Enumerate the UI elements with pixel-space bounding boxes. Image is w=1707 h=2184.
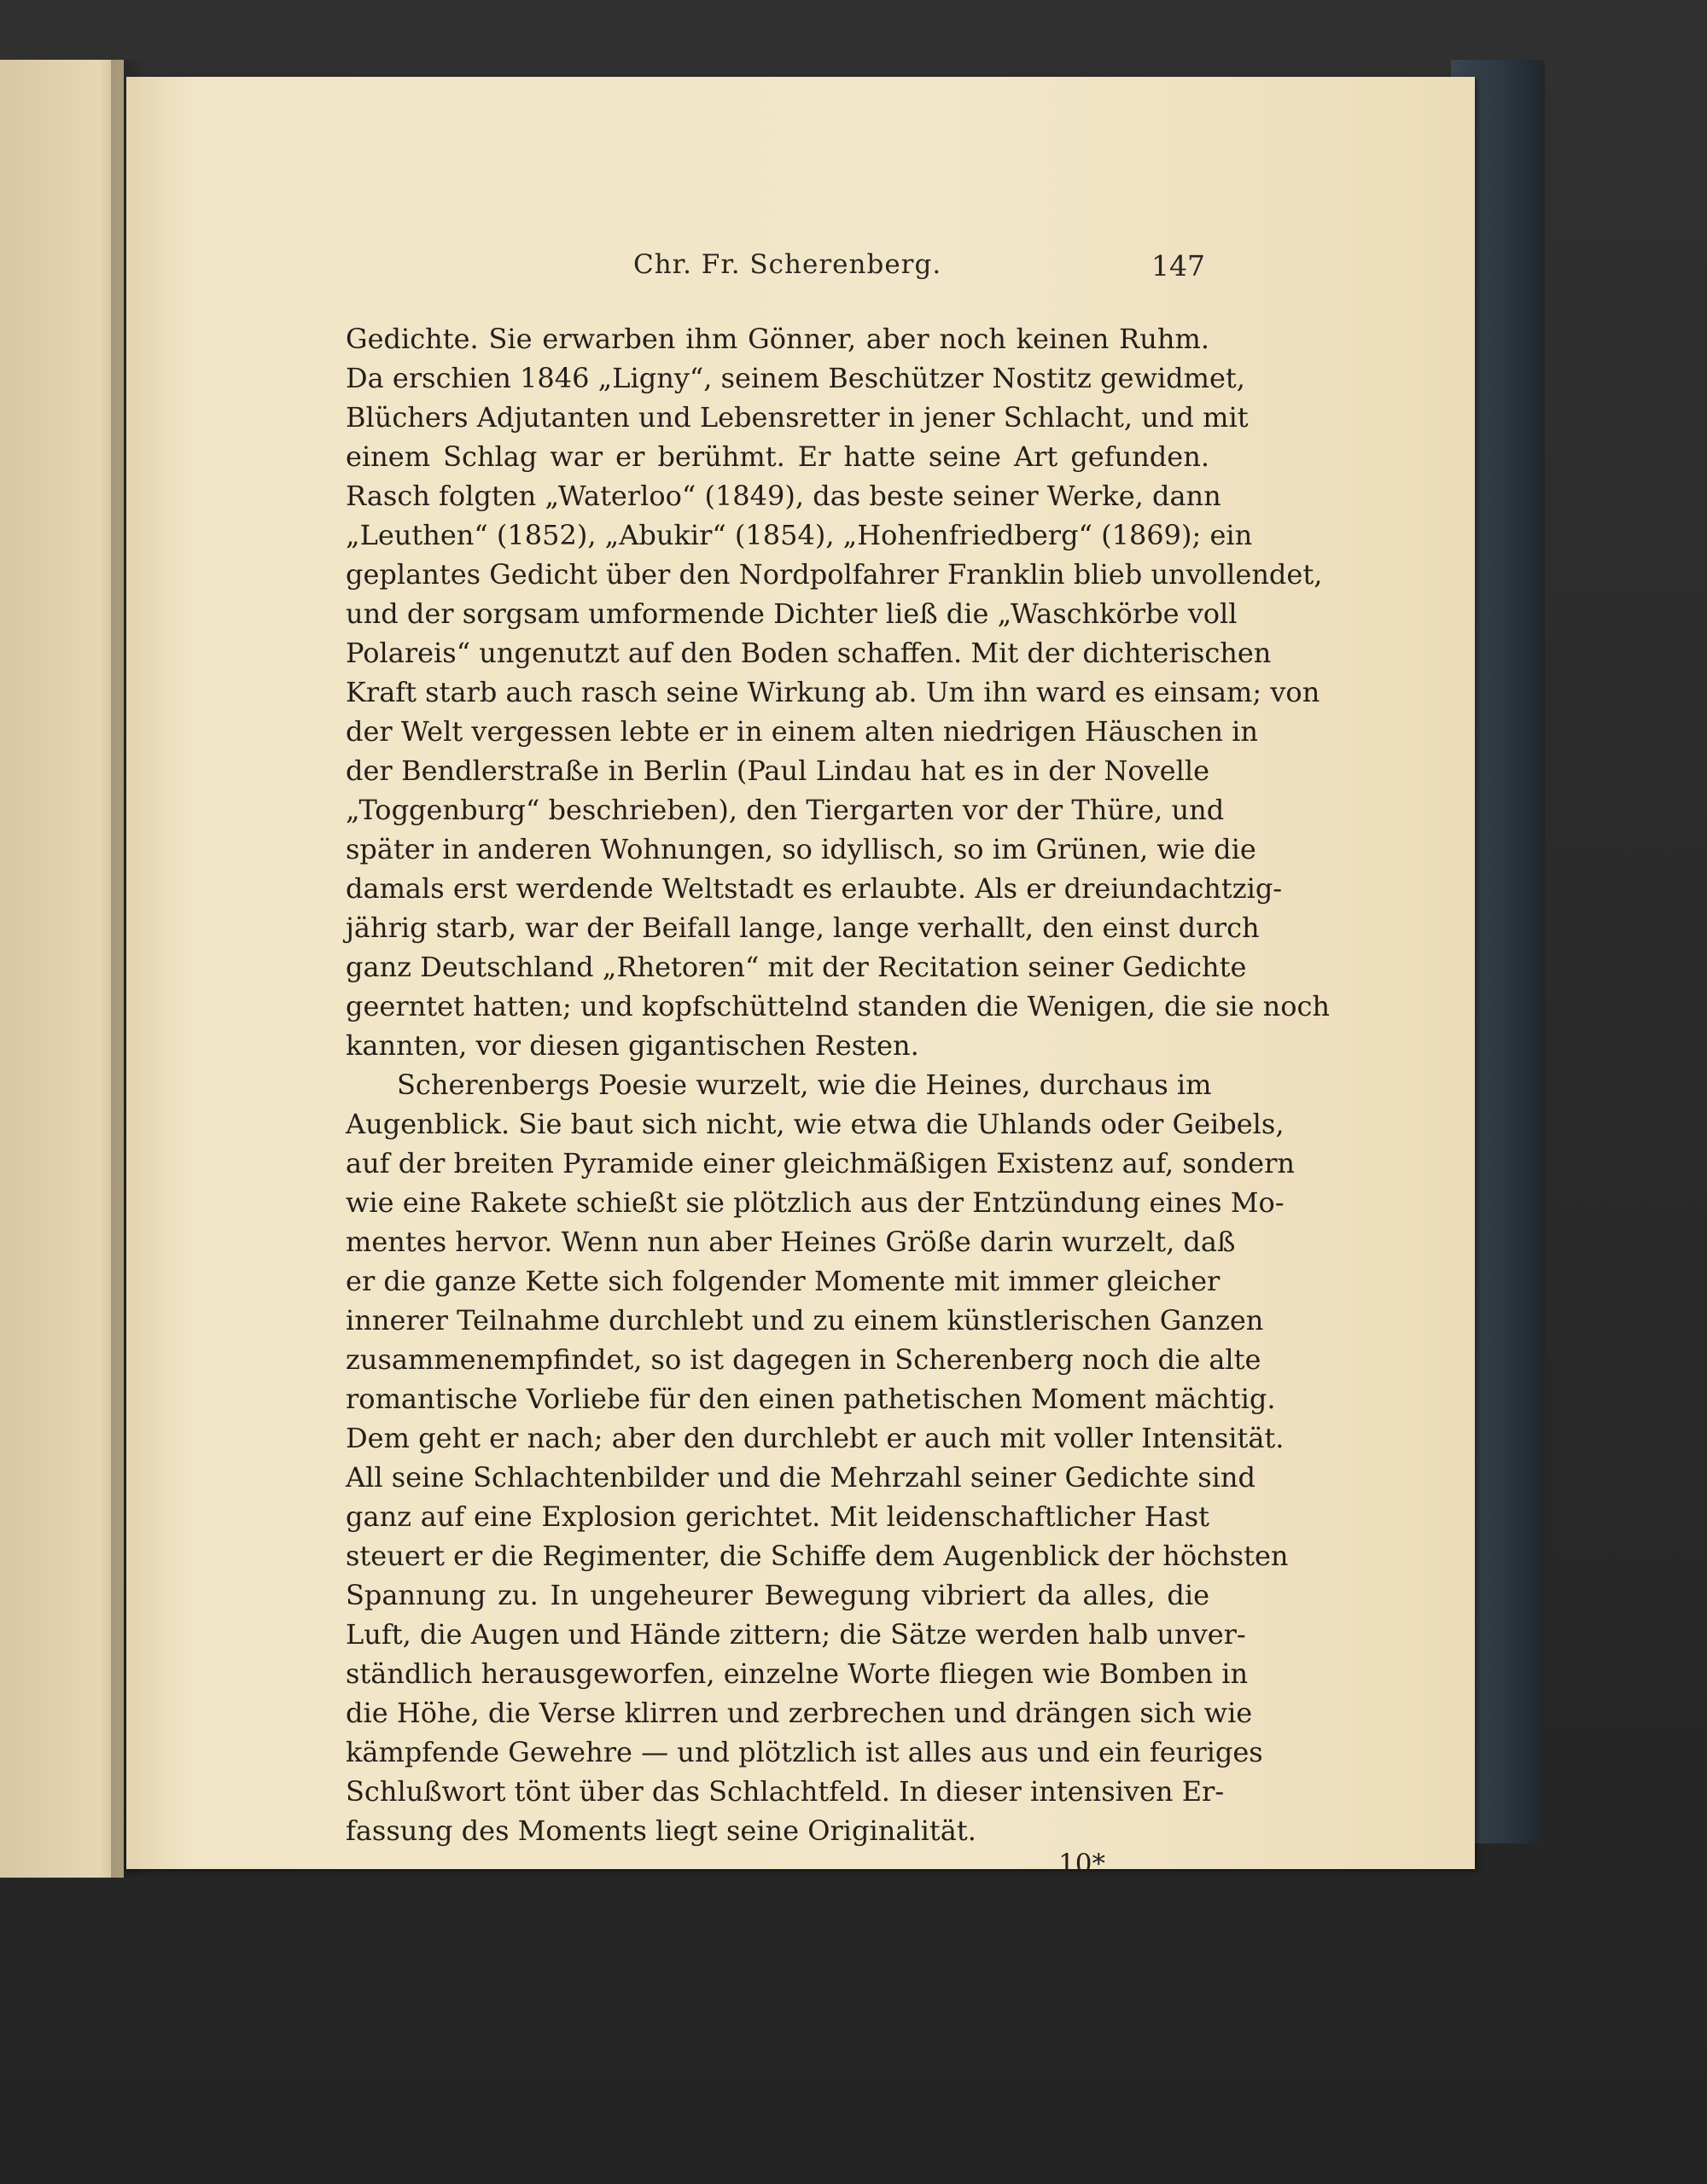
text-line: Rasch folgten „Waterloo“ (1849), das beste seiner Werke, dann (346, 480, 1221, 512)
paragraph (346, 319, 1331, 1065)
text-line: wie eine Rakete schießt sie plötzlich aus der Entzündung eines Mo- (346, 1186, 1285, 1219)
text-line: Polareis“ ungenutzt auf den Boden schaffen. Mit der dichterischen (346, 637, 1272, 669)
text-line: Scherenbergs Poesie wurzelt, wie die Heines, durchaus im (397, 1069, 1212, 1101)
text-line: Blüchers Adjutanten und Lebensretter in jener Schlacht, und mit (346, 401, 1249, 434)
text-line: romantische Vorliebe für den einen pathetischen Moment mächtig. (346, 1383, 1276, 1415)
text-line: Spannung zu. In ungeheurer Bewegung vibriert da alles, die (346, 1579, 1209, 1611)
facing-page-edge (0, 60, 124, 1878)
text-line: er die ganze Kette sich folgender Momente mit immer gleicher (346, 1265, 1221, 1297)
text-line: Dem geht er nach; aber den durchlebt er auch mit voller Intensität. (346, 1422, 1285, 1454)
text-line: der Welt vergessen lebte er in einem alten niedrigen Häuschen in (346, 715, 1258, 748)
running-title: Chr. Fr. Scherenberg. (633, 249, 942, 280)
text-line: die Höhe, die Verse klirren und zerbrechen und drängen sich wie (346, 1697, 1253, 1729)
text-line: mentes hervor. Wenn nun aber Heines Größe darin wurzelt, daß (346, 1226, 1236, 1258)
text-line: zusammenempfindet, so ist dagegen in Scherenberg noch die alte (346, 1343, 1261, 1376)
text-line: der Bendlerstraße in Berlin (Paul Lindau hat es in der Novelle (346, 754, 1209, 787)
text-line: fassung des Moments liegt seine Originalität. (346, 1814, 976, 1847)
text-line: ganz Deutschland „Rhetoren“ mit der Recitation seiner Gedichte (346, 951, 1247, 983)
text-line: ganz auf eine Explosion gerichtet. Mit leidenschaftlicher Hast (346, 1500, 1209, 1533)
paragraph (346, 1065, 1295, 1850)
text-line: kannten, vor diesen gigantischen Resten. (346, 1029, 919, 1062)
text-line: Kraft starb auch rasch seine Wirkung ab. Um ihn ward es einsam; von (346, 676, 1320, 708)
text-line: steuert er die Regimenter, die Schiffe dem Augenblick der höchsten (346, 1540, 1289, 1572)
text-line: und der sorgsam umformende Dichter ließ die „Waschkörbe voll (346, 597, 1238, 630)
text-line: geplantes Gedicht über den Nordpolfahrer Franklin blieb unvollendet, (346, 558, 1323, 591)
text-line: auf der breiten Pyramide einer gleichmäßigen Existenz auf, sondern (346, 1147, 1295, 1179)
text-line: jährig starb, war der Beifall lange, lange verhallt, den einst durch (346, 911, 1260, 944)
text-line: All seine Schlachtenbilder und die Mehrzahl seiner Gedichte sind (346, 1461, 1255, 1494)
text-line: damals erst werdende Weltstadt es erlaubte. Als er dreiundachtzig- (346, 872, 1283, 905)
text-line: geerntet hatten; und kopfschüttelnd standen die Wenigen, die sie noch (346, 990, 1331, 1022)
body-text (346, 319, 1331, 1850)
text-line: „Toggenburg“ beschrieben), den Tiergarten vor der Thüre, und (346, 794, 1225, 826)
running-header (224, 249, 1205, 283)
text-line: ständlich herausgeworfen, einzelne Worte fliegen wie Bomben in (346, 1657, 1249, 1690)
text-line: kämpfende Gewehre — und plötzlich ist alles aus und ein feuriges (346, 1736, 1263, 1768)
text-line: Da erschien 1846 „Ligny“, seinem Beschützer Nostitz gewidmet, (346, 362, 1245, 394)
text-line: Luft, die Augen und Hände zittern; die Sätze werden halb unver- (346, 1618, 1246, 1651)
text-line: später in anderen Wohnungen, so idyllisch, so im Grünen, wie die (346, 833, 1256, 865)
text-line: Schlußwort tönt über das Schlachtfeld. In dieser intensiven Er- (346, 1775, 1225, 1808)
signature-mark: 10* (1058, 1849, 1105, 1879)
text-line: „Leuthen“ (1852), „Abukir“ (1854), „Hohenfriedberg“ (1869); ein (346, 519, 1253, 551)
text-line: Gedichte. Sie erwarben ihm Gönner, aber noch keinen Ruhm. (346, 323, 1209, 355)
page-number: 147 (1151, 249, 1205, 282)
text-line: einem Schlag war er berühmt. Er hatte seine Art gefunden. (346, 440, 1209, 473)
text-line: innerer Teilnahme durchlebt und zu einem künstlerischen Ganzen (346, 1304, 1264, 1337)
text-line: Augenblick. Sie baut sich nicht, wie etwa die Uhlands oder Geibels, (346, 1108, 1285, 1140)
